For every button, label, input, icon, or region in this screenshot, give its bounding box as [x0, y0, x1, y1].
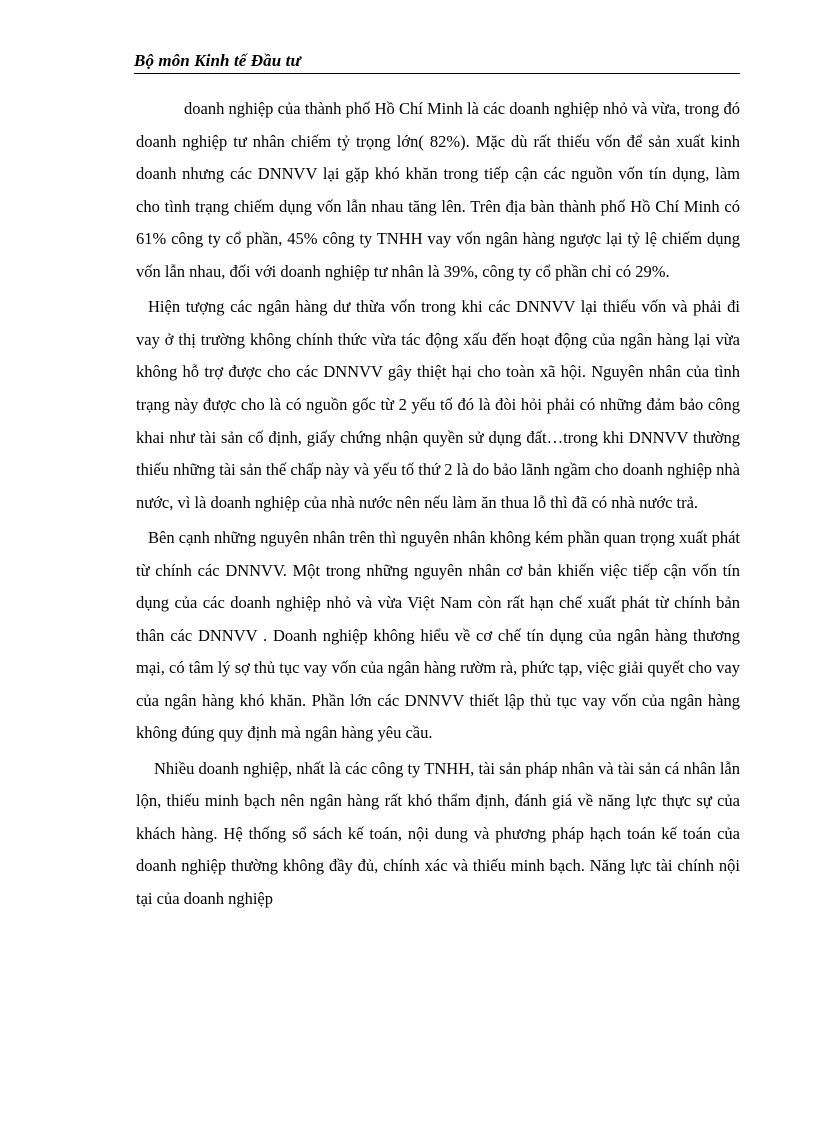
paragraph-3: Bên cạnh những nguyên nhân trên thì nguyên nhân không kém phần quan trọng xuất phát từ chính các DNNVV. Một trong những nguyên nhân cơ bản khiến việc tiếp cận vốn tín dụng của các doanh nghiệp nhỏ và vừa Việt Nam còn rất hạn chế xuất phát từ chính bản thân các DNNVV . Doanh nghiệp không hiểu về cơ chế tín dụng của ngân hàng thương mại, có tâm lý sợ thủ tục vay vốn của ngân hàng rườm rà, phức tạp, việc giải quyết cho vay của ngân hàng khó khăn. Phần lớn các DNNVV thiết lập thủ tục vay vốn của ngân hàng không đúng quy định mà ngân hàng yêu cầu.	[136, 527, 740, 743]
paragraph-1: doanh nghiệp của thành phố Hồ Chí Minh là các doanh nghiệp nhỏ và vừa, trong đó doanh nghiệp tư nhân chiếm tỷ trọng lớn( 82%). Mặc dù rất thiếu vốn để sản xuất kinh doanh nhưng các DNNVV lại gặp khó khăn trong tiếp cận các nguồn vốn tín dụng, làm cho tình trạng chiếm dụng vốn lẫn nhau tăng lên. Trên địa bàn thành phố Hồ Chí Minh có 61% công ty cổ phần, 45% công ty TNHH vay vốn ngân hàng ngược lại tỷ lệ chiếm dụng vốn lẫn nhau, đối với doanh nghiệp tư nhân là 39%, công ty cổ phần chỉ có 29%.	[136, 99, 740, 281]
paragraph-4: Nhiều doanh nghiệp, nhất là các công ty TNHH, tài sản pháp nhân và tài sản cá nhân lẫn lộn, thiếu minh bạch nên ngân hàng rất khó thẩm định, đánh giá về năng lực thực sự của khách hàng. Hệ thống sổ sách kế toán, nội dung và phương pháp hạch toán kế toán của doanh nghiệp thường không đầy đủ, chính xác và thiếu minh bạch. Năng lực tài chính nội tại của doanh nghiệp	[136, 758, 740, 909]
paragraph-2: Hiện tượng các ngân hàng dư thừa vốn trong khi các DNNVV lại thiếu vốn và phải đi vay ở thị trường không chính thức vừa tác động xấu đến hoạt động của ngân hàng lại vừa không hỗ trợ được cho các DNNVV gây thiệt hại cho toàn xã hội. Nguyên nhân của tình trạng này được cho là có nguồn gốc từ 2 yếu tố đó là đòi hỏi phải có những đảm bảo công khai như tài sản cố định, giấy chứng nhận quyền sử dụng đất…trong khi DNNVV thường thiếu những tài sản thế chấp này và yếu tố thứ 2 là do bảo lãnh ngầm cho doanh nghiệp nhà nước, vì là doanh nghiệp của nhà nước nên nếu làm ăn thua lỗ thì đã có nhà nước trả.	[136, 297, 740, 512]
header-title: Bộ môn Kinh tế Đầu tư	[134, 51, 301, 70]
document-body	[136, 93, 740, 918]
page-header	[134, 50, 740, 74]
